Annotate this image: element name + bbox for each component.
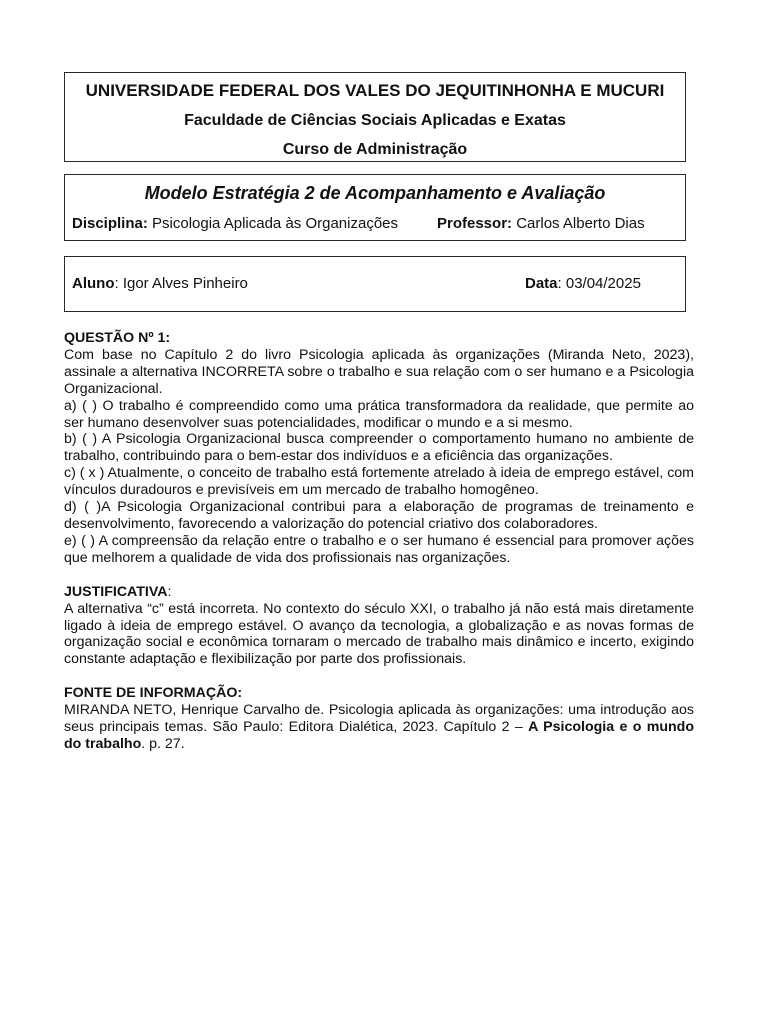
- source-reference: [64, 702, 694, 753]
- student-name: : Igor Alves Pinheiro: [114, 275, 248, 292]
- discipline-row: [72, 215, 398, 232]
- institution-header: [64, 72, 686, 162]
- professor-label: Professor:: [437, 215, 513, 232]
- option-b: b) ( ) A Psicologia Organizacional busca compreender o comportamento humano no ambiente de trabalho, contribuindo para o bem-estar dos indivíduos e a eficiência das organizações.: [64, 431, 694, 465]
- reference-text: MIRANDA NETO, Henrique Carvalho de. Psicologia aplicada às organizações: uma introdução aos seus principais temas. São Paulo: Editora Dialética, 2023. Capítulo 2 –: [64, 702, 694, 736]
- discipline-value: Psicologia Aplicada às Organizações: [147, 215, 399, 232]
- question-heading: QUESTÃO Nº 1:: [64, 330, 171, 346]
- assessment-info-box: [64, 174, 686, 241]
- student-info-box: [64, 256, 686, 312]
- date-row: [525, 275, 641, 292]
- justification-heading-row: [64, 584, 694, 601]
- reference-chapter-title: A Psicologia e o mundo do trabalho: [64, 719, 694, 752]
- date-value: : 03/04/2025: [557, 275, 641, 292]
- document-body: [64, 330, 694, 753]
- justification-colon: :: [167, 583, 172, 600]
- justification-text: A alternativa “c” está incorreta. No contexto do século XXI, o trabalho já não está mais diretamente ligado à ideia de emprego estável. O avanço da tecnologia, a globalização e as novas formas de organização social e econômica tornaram o mercado de trabalho mais dinâmico e incerto, exigindo constante adaptação e flexibilização por parte dos profissionais.: [64, 600, 694, 668]
- university-name: UNIVERSIDADE FEDERAL DOS VALES DO JEQUITINHONHA E MUCURI: [85, 81, 665, 100]
- option-e: e) ( ) A compreensão da relação entre o trabalho e o ser humano é essencial para promover ações que melhorem a qualidade de vida dos profissionais nas organizações.: [64, 532, 694, 566]
- date-label: Data: [525, 275, 558, 292]
- reference-page: . p. 27.: [141, 735, 185, 752]
- professor-row: [437, 215, 645, 232]
- faculty-name: Faculdade de Ciências Sociais Aplicadas e Exatas: [184, 112, 566, 129]
- student-row: [72, 275, 248, 292]
- student-label: Aluno: [72, 275, 115, 292]
- option-d: d) ( )A Psicologia Organizacional contribui para a elaboração de programas de treinamento e desenvolvimento, favorecendo a valorização do potencial criativo dos colaboradores.: [64, 499, 694, 532]
- question-prompt: Com base no Capítulo 2 do livro Psicologia aplicada às organizações (Miranda Neto, 2023), assinale a alternativa INCORRETA sobre o trabalho e sua relação com o ser humano e a Psicologia Organizacional.: [64, 346, 694, 397]
- source-heading: FONTE DE INFORMAÇÃO:: [64, 685, 243, 702]
- option-c: c) ( x ) Atualmente, o conceito de trabalho está fortemente atrelado à ideia de emprego estável, com vínculos duradouros e previsíveis em um mercado de trabalho homogêneo.: [64, 465, 694, 499]
- justification-heading: JUSTIFICATIVA: [64, 583, 168, 600]
- assessment-title: Modelo Estratégia 2 de Acompanhamento e Avaliação: [144, 183, 606, 203]
- professor-value: Carlos Alberto Dias: [512, 215, 645, 232]
- discipline-label: Disciplina:: [72, 215, 148, 232]
- option-a: a) ( ) O trabalho é compreendido como uma prática transformadora da realidade, que permite ao ser humano desenvolver suas potencialidades, modificar o mundo e a si mesmo.: [64, 397, 694, 431]
- course-name: Curso de Administração: [282, 141, 468, 158]
